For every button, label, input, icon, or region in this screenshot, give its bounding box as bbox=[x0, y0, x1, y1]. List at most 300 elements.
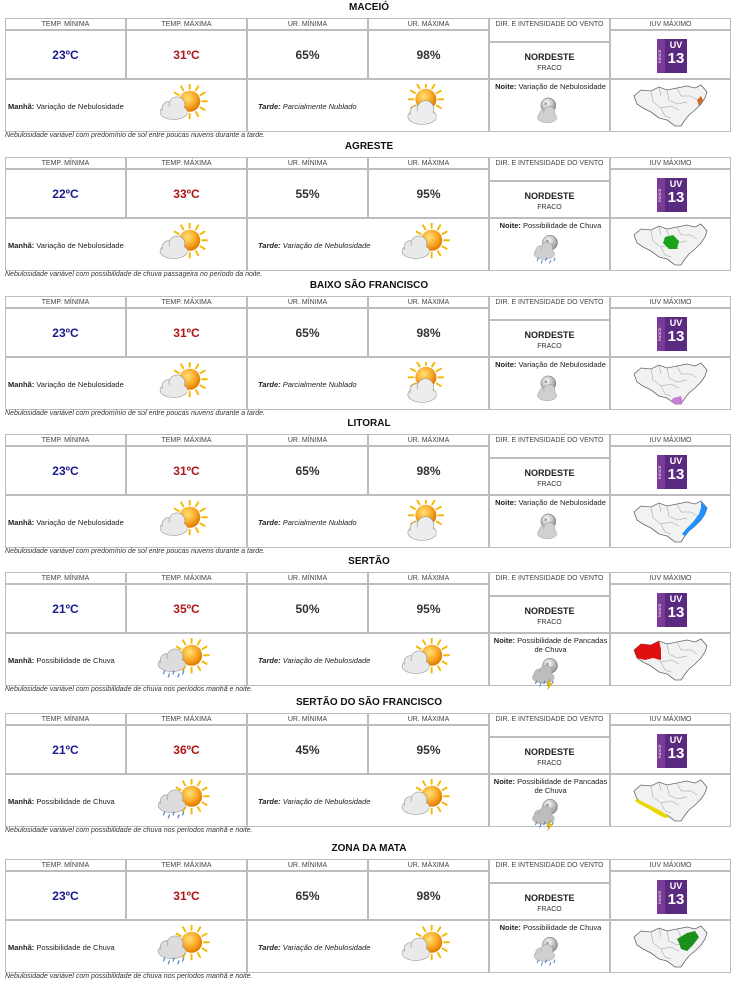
uv-index-badge bbox=[657, 734, 687, 768]
value-cell-tmax bbox=[126, 725, 247, 774]
afternoon-cell bbox=[247, 920, 489, 973]
region-title: BAIXO SÃO FRANCISCO bbox=[309, 280, 429, 291]
afternoon-label: Tarde: bbox=[258, 943, 281, 952]
region-title: ZONA DA MATA bbox=[331, 843, 407, 854]
header-cell-urmin bbox=[247, 572, 368, 584]
header-cell-tmin bbox=[5, 572, 126, 584]
uv-side-label: ÍNDICE bbox=[657, 890, 662, 904]
header-cell-tmax bbox=[126, 572, 247, 584]
night-label: Noite: bbox=[499, 923, 521, 932]
uv-side-label: ÍNDICE bbox=[657, 744, 662, 758]
night-value: Possibilidade de Chuva bbox=[522, 923, 602, 932]
night-text bbox=[492, 636, 609, 654]
wind-cell bbox=[489, 883, 610, 920]
uv-value: 13 bbox=[667, 604, 685, 621]
header-cell-urmin bbox=[247, 434, 368, 446]
value-cell-urmin bbox=[247, 30, 368, 79]
afternoon-cell bbox=[247, 218, 489, 271]
morning-value: Variação de Nebulosidade bbox=[36, 102, 124, 111]
morning-text bbox=[8, 102, 124, 111]
afternoon-label: Tarde: bbox=[258, 797, 281, 806]
header-label: UR. MÍNIMA bbox=[287, 716, 328, 723]
header-cell-urmax bbox=[368, 18, 489, 30]
wind-intensity: FRACO bbox=[537, 65, 562, 72]
wind-intensity: FRACO bbox=[537, 906, 562, 913]
afternoon-text bbox=[258, 518, 357, 527]
header-label: DIR. E INTENSIDADE DO VENTO bbox=[495, 21, 604, 28]
value-cell-urmin bbox=[247, 871, 368, 920]
header-label: TEMP. MÁXIMA bbox=[161, 299, 212, 306]
header-label: IUV MÁXIMO bbox=[649, 437, 692, 444]
afternoon-value: Parcialmente Nublado bbox=[282, 380, 357, 389]
night-value: Variação de Nebulosidade bbox=[518, 498, 606, 507]
afternoon-cell bbox=[247, 79, 489, 132]
wind-cell bbox=[489, 181, 610, 218]
sun-rain-icon bbox=[152, 779, 212, 830]
afternoon-label: Tarde: bbox=[258, 102, 281, 111]
morning-cell bbox=[5, 495, 247, 548]
value-tmin: 23ºC bbox=[52, 48, 79, 62]
night-value: Possibilidade de Pancadas de Chuva bbox=[517, 777, 608, 795]
value-cell-tmin bbox=[5, 725, 126, 774]
header-cell-vento bbox=[489, 434, 610, 458]
night-text bbox=[492, 498, 609, 507]
wind-direction: NORDESTE bbox=[524, 747, 575, 757]
wind-intensity: FRACO bbox=[537, 760, 562, 767]
uv-index-badge bbox=[657, 593, 687, 627]
value-cell-urmin bbox=[247, 308, 368, 357]
header-label: DIR. E INTENSIDADE DO VENTO bbox=[495, 716, 604, 723]
night-cell bbox=[489, 633, 610, 686]
night-value: Possibilidade de Pancadas de Chuva bbox=[517, 636, 608, 654]
night-text bbox=[492, 221, 609, 230]
sun-rain-icon bbox=[152, 638, 212, 689]
region-block bbox=[0, 695, 738, 835]
uv-label: UV bbox=[669, 735, 683, 745]
afternoon-value: Variação de Nebulosidade bbox=[282, 943, 371, 952]
uv-index-badge bbox=[657, 178, 687, 212]
moon-storm-icon bbox=[522, 654, 578, 699]
sun-behind-cloud-icon bbox=[394, 84, 454, 135]
map-cell bbox=[610, 357, 731, 410]
value-urmin: 65% bbox=[295, 48, 320, 62]
sun-behind-cloud-icon bbox=[394, 500, 454, 551]
alagoas-map-icon bbox=[631, 636, 711, 691]
header-cell-tmax bbox=[126, 434, 247, 446]
header-label: TEMP. MÁXIMA bbox=[161, 21, 212, 28]
uv-value: 13 bbox=[667, 189, 685, 206]
header-cell-vento bbox=[489, 296, 610, 320]
value-urmax: 98% bbox=[416, 464, 441, 478]
value-cell-urmin bbox=[247, 725, 368, 774]
header-cell-tmax bbox=[126, 713, 247, 725]
header-cell-tmax bbox=[126, 157, 247, 169]
night-text bbox=[492, 82, 609, 91]
morning-cell bbox=[5, 774, 247, 827]
value-urmin: 65% bbox=[295, 889, 320, 903]
value-tmax: 31ºC bbox=[173, 889, 200, 903]
region-description: Nebulosidade variável com predomínio de sol entre poucas nuvens durante a tarde. bbox=[5, 132, 265, 139]
value-urmin: 45% bbox=[295, 743, 320, 757]
sun-behind-cloud-icon bbox=[394, 362, 454, 413]
value-tmin: 21ºC bbox=[52, 743, 79, 757]
morning-text bbox=[8, 241, 124, 250]
header-label: TEMP. MÍNIMA bbox=[41, 716, 90, 723]
sun-cloud-icon bbox=[394, 223, 454, 274]
value-cell-tmax bbox=[126, 871, 247, 920]
moon-cloud-icon bbox=[522, 92, 578, 137]
value-cell-tmin bbox=[5, 308, 126, 357]
sun-cloud-icon bbox=[394, 779, 454, 830]
afternoon-label: Tarde: bbox=[258, 380, 281, 389]
header-label: UR. MÍNIMA bbox=[287, 575, 328, 582]
night-cell bbox=[489, 920, 610, 973]
morning-label: Manhã: bbox=[8, 797, 35, 806]
header-label: UR. MÁXIMA bbox=[407, 575, 450, 582]
map-cell bbox=[610, 218, 731, 271]
value-cell-tmin bbox=[5, 169, 126, 218]
header-label: TEMP. MÁXIMA bbox=[161, 575, 212, 582]
header-cell-urmin bbox=[247, 859, 368, 871]
region-block bbox=[0, 278, 738, 418]
header-cell-urmax bbox=[368, 434, 489, 446]
afternoon-text bbox=[258, 241, 370, 250]
value-tmax: 31ºC bbox=[173, 464, 200, 478]
map-cell bbox=[610, 495, 731, 548]
moon-rain-icon bbox=[522, 933, 578, 978]
region-description: Nebulosidade variável com possibilidade de chuva passageira no período da noite. bbox=[5, 271, 263, 278]
region-title: AGRESTE bbox=[344, 141, 394, 152]
afternoon-cell bbox=[247, 633, 489, 686]
night-text bbox=[492, 923, 609, 932]
value-cell-urmax bbox=[368, 584, 489, 633]
uv-value: 13 bbox=[667, 466, 685, 483]
header-label: UR. MÍNIMA bbox=[287, 299, 328, 306]
afternoon-value: Parcialmente Nublado bbox=[282, 102, 357, 111]
night-label: Noite: bbox=[499, 221, 521, 230]
value-cell-urmin bbox=[247, 446, 368, 495]
night-cell bbox=[489, 357, 610, 410]
header-label: IUV MÁXIMO bbox=[649, 862, 692, 869]
header-cell-urmin bbox=[247, 18, 368, 30]
moon-rain-icon bbox=[522, 231, 578, 276]
morning-value: Variação de Nebulosidade bbox=[36, 380, 124, 389]
uv-side-label: ÍNDICE bbox=[657, 465, 662, 479]
uv-side-label: ÍNDICE bbox=[657, 188, 662, 202]
value-urmax: 98% bbox=[416, 48, 441, 62]
region-block bbox=[0, 0, 738, 140]
uv-side-label: ÍNDICE bbox=[657, 327, 662, 341]
header-label: TEMP. MÍNIMA bbox=[41, 575, 90, 582]
morning-value: Variação de Nebulosidade bbox=[36, 241, 124, 250]
uv-cell bbox=[610, 30, 731, 79]
value-urmax: 98% bbox=[416, 889, 441, 903]
morning-label: Manhã: bbox=[8, 656, 35, 665]
header-label: UR. MÍNIMA bbox=[287, 437, 328, 444]
uv-side-label: ÍNDICE bbox=[657, 49, 662, 63]
night-cell bbox=[489, 774, 610, 827]
uv-label: UV bbox=[669, 881, 683, 891]
header-label: IUV MÁXIMO bbox=[649, 160, 692, 167]
header-label: TEMP. MÁXIMA bbox=[161, 862, 212, 869]
sun-rain-icon bbox=[152, 925, 212, 976]
header-cell-vento bbox=[489, 859, 610, 883]
morning-cell bbox=[5, 920, 247, 973]
header-cell-iuv bbox=[610, 18, 731, 30]
afternoon-cell bbox=[247, 495, 489, 548]
header-label: DIR. E INTENSIDADE DO VENTO bbox=[495, 862, 604, 869]
night-text bbox=[492, 360, 609, 369]
value-tmax: 36ºC bbox=[173, 743, 200, 757]
header-cell-tmax bbox=[126, 859, 247, 871]
map-cell bbox=[610, 920, 731, 973]
value-cell-urmin bbox=[247, 584, 368, 633]
header-label: UR. MÁXIMA bbox=[407, 299, 450, 306]
night-cell bbox=[489, 495, 610, 548]
alagoas-map-icon bbox=[631, 923, 711, 978]
morning-label: Manhã: bbox=[8, 518, 35, 527]
value-tmin: 23ºC bbox=[52, 889, 79, 903]
value-urmin: 65% bbox=[295, 464, 320, 478]
value-urmax: 95% bbox=[416, 187, 441, 201]
uv-value: 13 bbox=[667, 328, 685, 345]
header-label: IUV MÁXIMO bbox=[649, 21, 692, 28]
wind-direction: NORDESTE bbox=[524, 606, 575, 616]
morning-value: Possibilidade de Chuva bbox=[36, 656, 115, 665]
alagoas-map-icon bbox=[631, 777, 711, 832]
wind-cell bbox=[489, 458, 610, 495]
morning-label: Manhã: bbox=[8, 943, 35, 952]
header-cell-iuv bbox=[610, 859, 731, 871]
morning-text bbox=[8, 797, 115, 806]
night-value: Possibilidade de Chuva bbox=[522, 221, 602, 230]
sun-cloud-icon bbox=[152, 500, 212, 551]
value-tmax: 31ºC bbox=[173, 48, 200, 62]
value-tmax: 35ºC bbox=[173, 602, 200, 616]
sun-cloud-icon bbox=[152, 84, 212, 135]
value-urmax: 95% bbox=[416, 602, 441, 616]
header-label: DIR. E INTENSIDADE DO VENTO bbox=[495, 437, 604, 444]
afternoon-text bbox=[258, 797, 370, 806]
uv-cell bbox=[610, 584, 731, 633]
region-title: SERTÃO bbox=[348, 556, 390, 567]
moon-storm-icon bbox=[522, 795, 578, 840]
region-block bbox=[0, 841, 738, 981]
uv-index-badge bbox=[657, 880, 687, 914]
header-cell-tmin bbox=[5, 859, 126, 871]
header-label: TEMP. MÁXIMA bbox=[161, 437, 212, 444]
morning-value: Possibilidade de Chuva bbox=[36, 797, 115, 806]
afternoon-label: Tarde: bbox=[258, 518, 281, 527]
header-label: UR. MÁXIMA bbox=[407, 716, 450, 723]
uv-label: UV bbox=[669, 594, 683, 604]
value-urmax: 95% bbox=[416, 743, 441, 757]
header-label: TEMP. MÁXIMA bbox=[161, 160, 212, 167]
wind-cell bbox=[489, 320, 610, 357]
value-cell-urmax bbox=[368, 169, 489, 218]
night-label: Noite: bbox=[493, 777, 516, 786]
uv-value: 13 bbox=[667, 50, 685, 67]
region-block bbox=[0, 139, 738, 279]
value-cell-urmax bbox=[368, 30, 489, 79]
wind-intensity: FRACO bbox=[537, 619, 562, 626]
map-cell bbox=[610, 79, 731, 132]
value-cell-tmax bbox=[126, 169, 247, 218]
uv-cell bbox=[610, 725, 731, 774]
header-label: TEMP. MÍNIMA bbox=[41, 862, 90, 869]
value-urmin: 55% bbox=[295, 187, 320, 201]
map-cell bbox=[610, 633, 731, 686]
value-cell-tmax bbox=[126, 30, 247, 79]
header-cell-urmin bbox=[247, 296, 368, 308]
header-label: UR. MÁXIMA bbox=[407, 437, 450, 444]
night-label: Noite: bbox=[495, 82, 517, 91]
night-cell bbox=[489, 79, 610, 132]
wind-intensity: FRACO bbox=[537, 481, 562, 488]
wind-intensity: FRACO bbox=[537, 343, 562, 350]
afternoon-label: Tarde: bbox=[258, 656, 281, 665]
afternoon-value: Variação de Nebulosidade bbox=[282, 656, 371, 665]
wind-direction: NORDESTE bbox=[524, 468, 575, 478]
morning-cell bbox=[5, 357, 247, 410]
afternoon-value: Parcialmente Nublado bbox=[282, 518, 357, 527]
morning-text bbox=[8, 656, 115, 665]
header-label: UR. MÍNIMA bbox=[287, 160, 328, 167]
header-label: UR. MÁXIMA bbox=[407, 21, 450, 28]
alagoas-map-icon bbox=[631, 221, 711, 276]
morning-text bbox=[8, 518, 124, 527]
wind-cell bbox=[489, 737, 610, 774]
uv-label: UV bbox=[669, 318, 683, 328]
uv-value: 13 bbox=[667, 745, 685, 762]
region-block bbox=[0, 554, 738, 694]
region-block bbox=[0, 416, 738, 556]
header-label: UR. MÍNIMA bbox=[287, 21, 328, 28]
header-cell-tmax bbox=[126, 18, 247, 30]
night-label: Noite: bbox=[495, 498, 517, 507]
header-cell-vento bbox=[489, 572, 610, 596]
sun-cloud-icon bbox=[394, 925, 454, 976]
header-cell-tmin bbox=[5, 157, 126, 169]
afternoon-value: Variação de Nebulosidade bbox=[282, 241, 371, 250]
header-cell-iuv bbox=[610, 713, 731, 725]
value-cell-tmax bbox=[126, 584, 247, 633]
morning-label: Manhã: bbox=[8, 102, 35, 111]
morning-value: Possibilidade de Chuva bbox=[36, 943, 115, 952]
uv-side-label: ÍNDICE bbox=[657, 603, 662, 617]
afternoon-text bbox=[258, 943, 370, 952]
morning-text bbox=[8, 380, 124, 389]
header-cell-urmax bbox=[368, 157, 489, 169]
morning-value: Variação de Nebulosidade bbox=[36, 518, 124, 527]
header-cell-tmax bbox=[126, 296, 247, 308]
alagoas-map-icon bbox=[631, 82, 711, 137]
uv-cell bbox=[610, 871, 731, 920]
sun-cloud-icon bbox=[152, 223, 212, 274]
value-urmin: 65% bbox=[295, 326, 320, 340]
header-cell-tmin bbox=[5, 434, 126, 446]
value-cell-urmax bbox=[368, 725, 489, 774]
afternoon-cell bbox=[247, 774, 489, 827]
uv-cell bbox=[610, 308, 731, 357]
header-label: TEMP. MÍNIMA bbox=[41, 299, 90, 306]
header-label: DIR. E INTENSIDADE DO VENTO bbox=[495, 299, 604, 306]
alagoas-map-icon bbox=[631, 498, 711, 553]
header-label: TEMP. MÍNIMA bbox=[41, 160, 90, 167]
wind-direction: NORDESTE bbox=[524, 191, 575, 201]
region-description: Nebulosidade variável com predomínio de sol entre poucas nuvens durante a tarde. bbox=[5, 548, 265, 555]
uv-cell bbox=[610, 446, 731, 495]
header-label: UR. MÍNIMA bbox=[287, 862, 328, 869]
header-cell-iuv bbox=[610, 157, 731, 169]
header-label: IUV MÁXIMO bbox=[649, 575, 692, 582]
value-cell-urmax bbox=[368, 308, 489, 357]
header-cell-urmax bbox=[368, 572, 489, 584]
morning-text bbox=[8, 943, 115, 952]
header-cell-tmin bbox=[5, 18, 126, 30]
uv-cell bbox=[610, 169, 731, 218]
header-cell-tmin bbox=[5, 713, 126, 725]
value-cell-tmax bbox=[126, 308, 247, 357]
value-cell-tmax bbox=[126, 446, 247, 495]
afternoon-cell bbox=[247, 357, 489, 410]
value-cell-tmin bbox=[5, 584, 126, 633]
region-description: Nebulosidade variável com possibilidade de chuva nos períodos manhã e noite. bbox=[5, 827, 253, 834]
uv-index-badge bbox=[657, 39, 687, 73]
value-cell-tmin bbox=[5, 446, 126, 495]
header-label: UR. MÁXIMA bbox=[407, 160, 450, 167]
night-text bbox=[492, 777, 609, 795]
header-cell-urmax bbox=[368, 296, 489, 308]
morning-label: Manhã: bbox=[8, 241, 35, 250]
header-label: IUV MÁXIMO bbox=[649, 716, 692, 723]
value-urmax: 98% bbox=[416, 326, 441, 340]
region-title: SERTÃO DO SÃO FRANCISCO bbox=[295, 697, 443, 708]
afternoon-text bbox=[258, 656, 370, 665]
morning-label: Manhã: bbox=[8, 380, 35, 389]
header-cell-vento bbox=[489, 157, 610, 181]
uv-value: 13 bbox=[667, 891, 685, 908]
region-title: LITORAL bbox=[347, 418, 391, 429]
sun-cloud-icon bbox=[152, 362, 212, 413]
night-value: Variação de Nebulosidade bbox=[518, 360, 606, 369]
header-cell-vento bbox=[489, 713, 610, 737]
morning-cell bbox=[5, 633, 247, 686]
header-cell-tmin bbox=[5, 296, 126, 308]
map-cell bbox=[610, 774, 731, 827]
uv-index-badge bbox=[657, 455, 687, 489]
value-cell-urmax bbox=[368, 871, 489, 920]
value-urmin: 50% bbox=[295, 602, 320, 616]
region-description: Nebulosidade variável com possibilidade de chuva nos períodos manhã e noite. bbox=[5, 686, 253, 693]
value-tmin: 23ºC bbox=[52, 326, 79, 340]
wind-direction: NORDESTE bbox=[524, 893, 575, 903]
wind-direction: NORDESTE bbox=[524, 52, 575, 62]
wind-direction: NORDESTE bbox=[524, 330, 575, 340]
wind-intensity: FRACO bbox=[537, 204, 562, 211]
value-tmax: 33ºC bbox=[173, 187, 200, 201]
header-cell-iuv bbox=[610, 434, 731, 446]
night-label: Noite: bbox=[493, 636, 516, 645]
header-label: UR. MÁXIMA bbox=[407, 862, 450, 869]
header-cell-urmax bbox=[368, 713, 489, 725]
header-label: DIR. E INTENSIDADE DO VENTO bbox=[495, 160, 604, 167]
value-tmin: 21ºC bbox=[52, 602, 79, 616]
wind-cell bbox=[489, 42, 610, 79]
value-tmin: 22ºC bbox=[52, 187, 79, 201]
region-description: Nebulosidade variável com possibilidade de chuva nos períodos manhã e noite. bbox=[5, 973, 253, 980]
header-label: TEMP. MÍNIMA bbox=[41, 21, 90, 28]
